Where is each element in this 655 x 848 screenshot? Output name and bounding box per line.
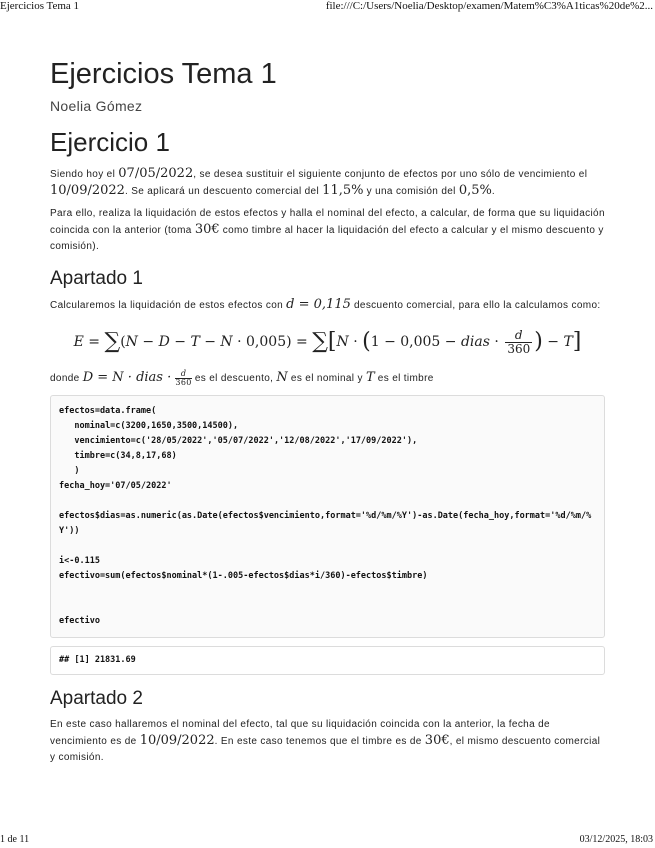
- browser-print-header-url: file:///C:/Users/Noelia/Desktop/examen/Matem%C3%A1ticas%20de%2...: [325, 0, 653, 12]
- browser-print-header-title: Ejercicios Tema 1: [0, 0, 80, 12]
- paragraph-variable-definitions: donde D = N · dias · $\frac{d}{360}$ es el descuento, N es el nominal y T es el timbre: [50, 369, 434, 387]
- document-author: Noelia Gómez: [50, 98, 143, 114]
- r-output-block[interactable]: [50, 646, 605, 675]
- r-output: ## [1] 21831.69: [59, 655, 136, 666]
- r-code-block[interactable]: [50, 395, 605, 638]
- section-heading-ejercicio-1: Ejercicio 1: [50, 127, 170, 157]
- liquidation-formula: E = ∑(N − D − T − N · 0,005) = ∑[N · (1 − 0,005 − dias · $\frac{d}{360}$ ) − T]: [73, 327, 582, 356]
- paragraph-statement: Siendo hoy el 07/05/2022, se desea sustituir el siguiente conjunto de efectos por uno sólo de vencimiento el 10/09/2022. Se aplicará un descuento comercial del 11,5% y una comisión del 0,5%.: [50, 166, 588, 198]
- paragraph-apartado-2: En este caso hallaremos el nominal del efecto, tal que su liquidación coincida con la anterior, la fecha de vencimiento es de 10/09/2022. En este caso tenemos que el timbre es de 30€, el mismo descuento comercial y comisión.: [50, 719, 601, 764]
- document-content: [50, 52, 605, 772]
- print-timestamp: 03/12/2025, 18:03: [579, 834, 653, 845]
- r-code: efectos=data.frame( nominal=c(3200,1650,3500,14500), vencimiento=c('28/05/2022','05/07/2022','12/08/2022','17/09/2022'), timbre=c(34,8,17,68) ) fecha_hoy='07/05/2022' efectos$dias=as.numeric(as.Date(efectos$vencimiento,format='%d/%m/%Y')-as.Date(fecha_hoy,format='%d/%m/%Y')) i<-0.115 efectivo=sum(efectos$nominal*(1-.005-efectos$dias*i/360)-efectos$timbre) efectivo: [59, 406, 592, 627]
- paragraph-instructions: Para ello, realiza la liquidación de estos efectos y halla el nominal del efecto, a calcular, de forma que su liquidación coincida con la anterior (toma 30€ como timbre al hacer la liquidación del efecto a calcular y el mismo descuento y comisión).: [50, 208, 605, 252]
- subsection-heading-apartado-2: Apartado 2: [50, 688, 143, 710]
- document-title: Ejercicios Tema 1: [50, 58, 277, 90]
- subsection-heading-apartado-1: Apartado 1: [50, 268, 143, 289]
- paragraph-method: Calcularemos la liquidación de estos efectos con d = 0,115 descuento comercial, para ello la calculamos como:: [50, 297, 601, 312]
- print-page-counter: 1 de 11: [0, 834, 30, 845]
